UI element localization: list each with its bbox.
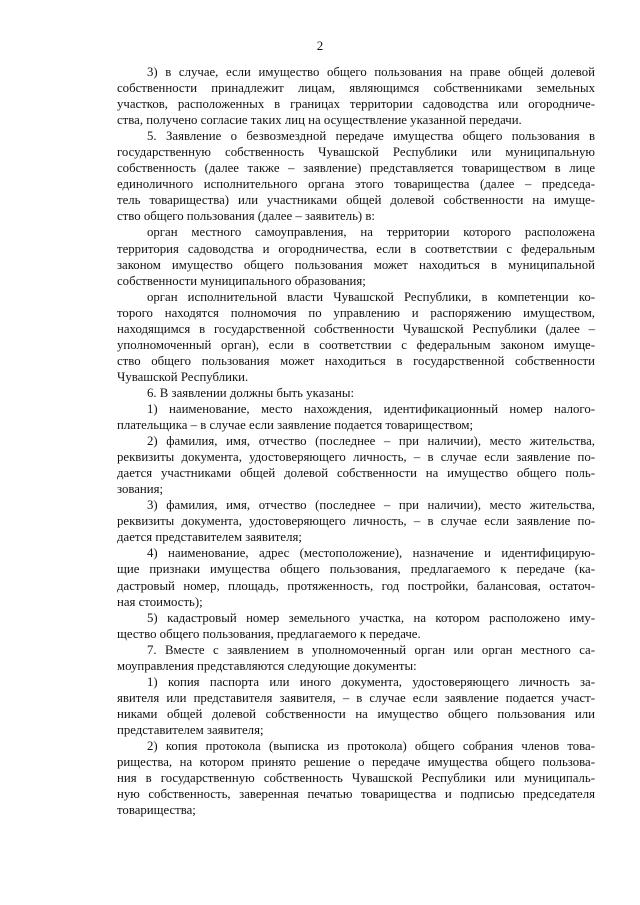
text-line: плательщика – в случае если заявление подается товариществом; bbox=[117, 418, 474, 433]
page-number: 2 bbox=[316, 38, 324, 53]
document-body bbox=[117, 64, 595, 818]
text-line: 3) в случае, если имущество общего пользования на праве общей долевой bbox=[147, 65, 595, 79]
text-line: 6. В заявлении должны быть указаны: bbox=[147, 385, 355, 400]
text-line: ства, получено согласие таких лиц на осуществление указанной передачи. bbox=[117, 113, 522, 128]
text-line: ния в государственную собственность Чувашской Республики или муниципаль- bbox=[117, 771, 595, 786]
text-line: торого находятся полномочия по управлению и распоряжению имуществом, bbox=[117, 305, 595, 320]
text-line: дается представителем заявителя; bbox=[117, 530, 302, 545]
text-line: собственность (далее также – заявление) представляется товариществом в лице bbox=[117, 161, 595, 176]
text-line: ная стоимость); bbox=[117, 594, 203, 609]
text-line: собственности муниципального образования; bbox=[117, 273, 366, 288]
text-line: реквизиты документа, удостоверяющего личность, – в случае если заявление по- bbox=[117, 450, 595, 465]
text-line: ную собственность, заверенная печатью товарищества и подписью председателя bbox=[117, 787, 595, 802]
text-line: ство общего пользования (далее – заявитель) в: bbox=[117, 209, 375, 224]
text-line: тель товарищества) или участниками общей долевой собственности на имуще- bbox=[117, 193, 595, 208]
text-line: ство общего пользования может находиться в государственной собственности bbox=[117, 353, 595, 368]
text-line: явителя или представителя заявителя, – в случае если заявление подается участ- bbox=[117, 690, 595, 705]
text-line: 5) кадастровый номер земельного участка, на котором расположено иму- bbox=[147, 610, 595, 625]
text-line: моуправления представляются следующие документы: bbox=[117, 658, 417, 673]
text-line: законом имущество общего пользования может находиться в муниципальной bbox=[117, 257, 595, 272]
text-line: щие признаки имущества общего пользования, предлагаемого к передаче (ка- bbox=[117, 562, 595, 577]
text-line: 7. Вместе с заявлением в уполномоченный орган или орган местного са- bbox=[147, 642, 595, 657]
text-line: 1) наименование, место нахождения, идентификационный номер налого- bbox=[147, 401, 595, 416]
text-line: Чувашской Республики. bbox=[117, 369, 249, 384]
text-line: реквизиты документа, удостоверяющего личность, – в случае если заявление по- bbox=[117, 514, 595, 529]
text-line: государственную собственность Чувашской Республики или муниципальную bbox=[117, 145, 595, 160]
text-line: никами общей долевой собственности на имущество общего пользования или bbox=[117, 706, 595, 721]
text-line: находящимся в государственной собственности Чувашской Республики (далее – bbox=[117, 321, 595, 336]
text-line: территория садоводства и огородничества, если в соответствии с федеральным bbox=[117, 241, 595, 256]
text-line: дастровый номер, площадь, протяженность, год постройки, балансовая, остаточ- bbox=[117, 578, 595, 593]
text-line: товарищества; bbox=[117, 803, 196, 818]
text-line: орган исполнительной власти Чувашской Республики, в компетенции ко- bbox=[147, 289, 595, 304]
text-line: 2) фамилия, имя, отчество (последнее – при наличии), место жительства, bbox=[147, 434, 595, 449]
text-line: рищества, на котором принято решение о передаче имущества общего пользова- bbox=[117, 755, 595, 770]
text-line: собственности принадлежит лицам, являющимся собственниками земельных bbox=[117, 81, 595, 96]
text-line: зования; bbox=[117, 482, 164, 497]
text-line: уполномоченный орган), если в соответствии с федеральным законом имуще- bbox=[117, 337, 595, 352]
text-line: участков, расположенных в границах территории садоводства или огородниче- bbox=[117, 97, 595, 112]
text-line: 3) фамилия, имя, отчество (последнее – при наличии), место жительства, bbox=[147, 498, 595, 513]
text-line: 1) копия паспорта или иного документа, удостоверяющего личность за- bbox=[147, 674, 595, 689]
text-line: представителем заявителя; bbox=[117, 722, 264, 737]
text-line: орган местного самоуправления, на территории которого расположена bbox=[147, 225, 595, 240]
text-line: единоличного исполнительного органа этого товарищества (далее – председа- bbox=[117, 177, 595, 192]
text-line: 5. Заявление о безвозмездной передаче имущества общего пользования в bbox=[147, 129, 595, 144]
text-line: щество общего пользования, предлагаемого к передаче. bbox=[117, 626, 421, 641]
text-line: 4) наименование, адрес (местоположение), назначение и идентифицирую- bbox=[147, 546, 595, 561]
text-line: 2) копия протокола (выписка из протокола) общего собрания членов това- bbox=[147, 738, 595, 753]
text-line: дается участниками общей долевой собственности на имущество общего поль- bbox=[117, 466, 595, 481]
